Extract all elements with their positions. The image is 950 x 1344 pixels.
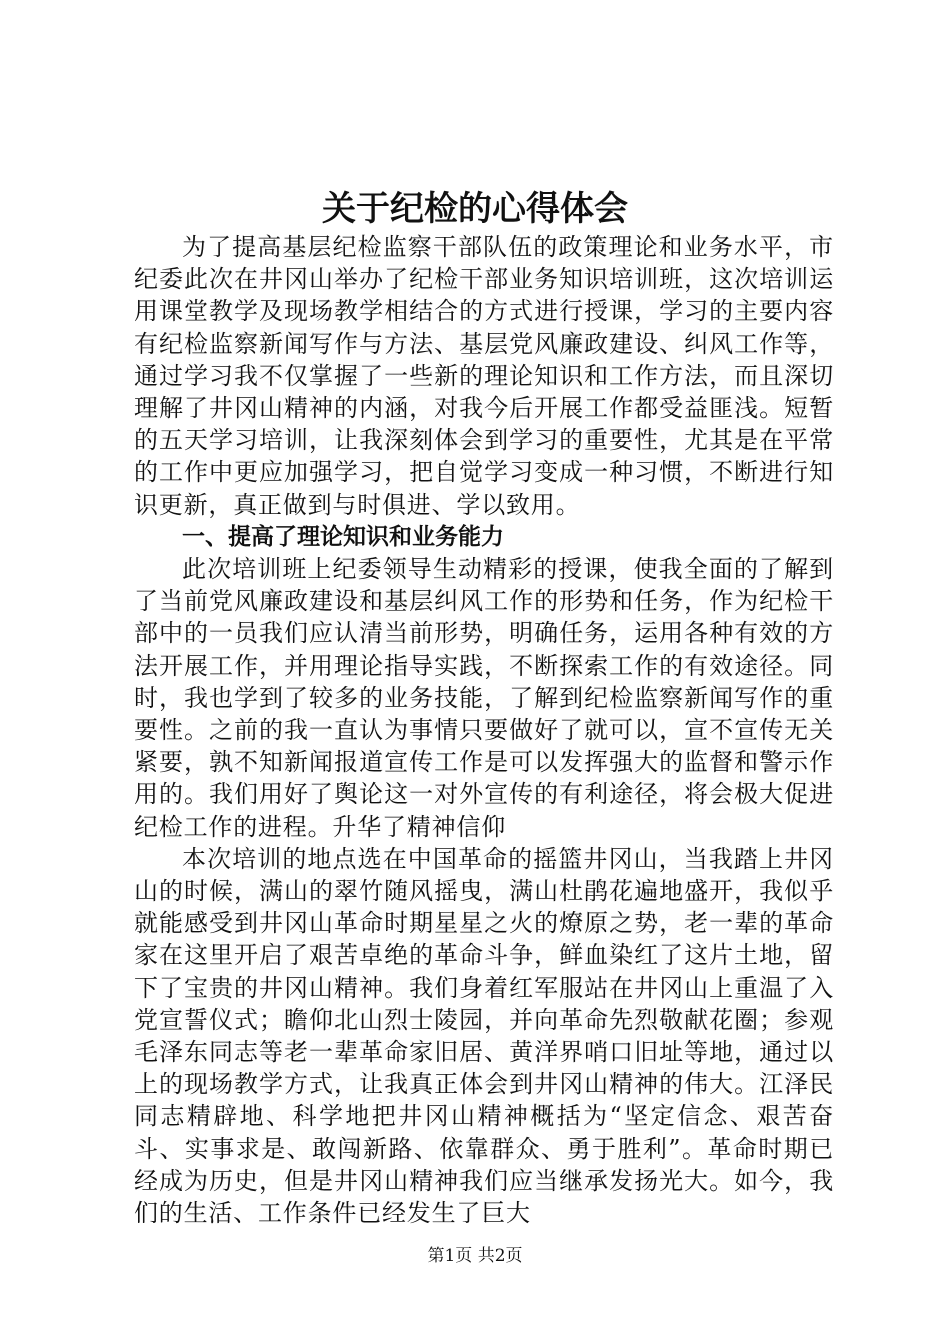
section-heading: 一、提高了理论知识和业务能力 — [182, 523, 504, 550]
page-number-footer: 第1页 共2页 — [427, 1246, 523, 1266]
document-body — [134, 231, 834, 1229]
paragraph-training: 此次培训班上纪委领导生动精彩的授课，使我全面的了解到了当前党风廉政建设和基层纠风工作的形势和任务，作为纪检干部中的一员我们应认清当前形势，明确任务，运用各种有效的方法开展工作，并用理论指导实践，不断探索工作的有效途径。同时，我也学到了较多的业务技能，了解到纪检监察新闻写作的重要性。之前的我一直认为事情只要做好了就可以，宣不宣传无关紧要，孰不知新闻报道宣传工作是可以发挥强大的监督和警示作用的。我们用好了舆论这一对外宣传的有利途径，将会极大促进纪检工作的进程。升华了精神信仰 — [134, 555, 834, 841]
paragraph-intro: 为了提高基层纪检监察干部队伍的政策理论和业务水平，市纪委此次在井冈山举办了纪检干部业务知识培训班，这次培训运用课堂教学及现场教学相结合的方式进行授课，学习的主要内容有纪检监察新闻写作与方法、基层党风廉政建设、纠风工作等，通过学习我不仅掌握了一些新的理论知识和工作方法，而且深切理解了井冈山精神的内涵，对我今后开展工作都受益匪浅。短暂的五天学习培训，让我深刻体会到学习的重要性，尤其是在平常的工作中更应加强学习，把自觉学习变成一种习惯，不断进行知识更新，真正做到与时俱进、学以致用。 — [134, 233, 834, 519]
document-title: 关于纪检的心得体会 — [322, 189, 628, 229]
paragraph-jinggangshan: 本次培训的地点选在中国革命的摇篮井冈山，当我踏上井冈山的时候，满山的翠竹随风摇曳，满山杜鹃花遍地盛开，我似乎就能感受到井冈山革命时期星星之火的燎原之势，老一辈的革命家在这里开启了艰苦卓绝的革命斗争，鲜血染红了这片土地，留下了宝贵的井冈山精神。我们身着红军服站在井冈山上重温了入党宣誓仪式；瞻仰北山烈士陵园，并向革命先烈敬献花圈；参观毛泽东同志等老一辈革命家旧居、黄洋界哨口旧址等地，通过以上的现场教学方式，让我真正体会到井冈山精神的伟大。江泽民同志精辟地、科学地把井冈山精神概括为“坚定信念、艰苦奋斗、实事求是、敢闯新路、依靠群众、勇于胜利”。革命时期已经成为历史，但是井冈山精神我们应当继承发扬光大。如今，我们的生活、工作条件已经发生了巨大 — [134, 844, 834, 1228]
